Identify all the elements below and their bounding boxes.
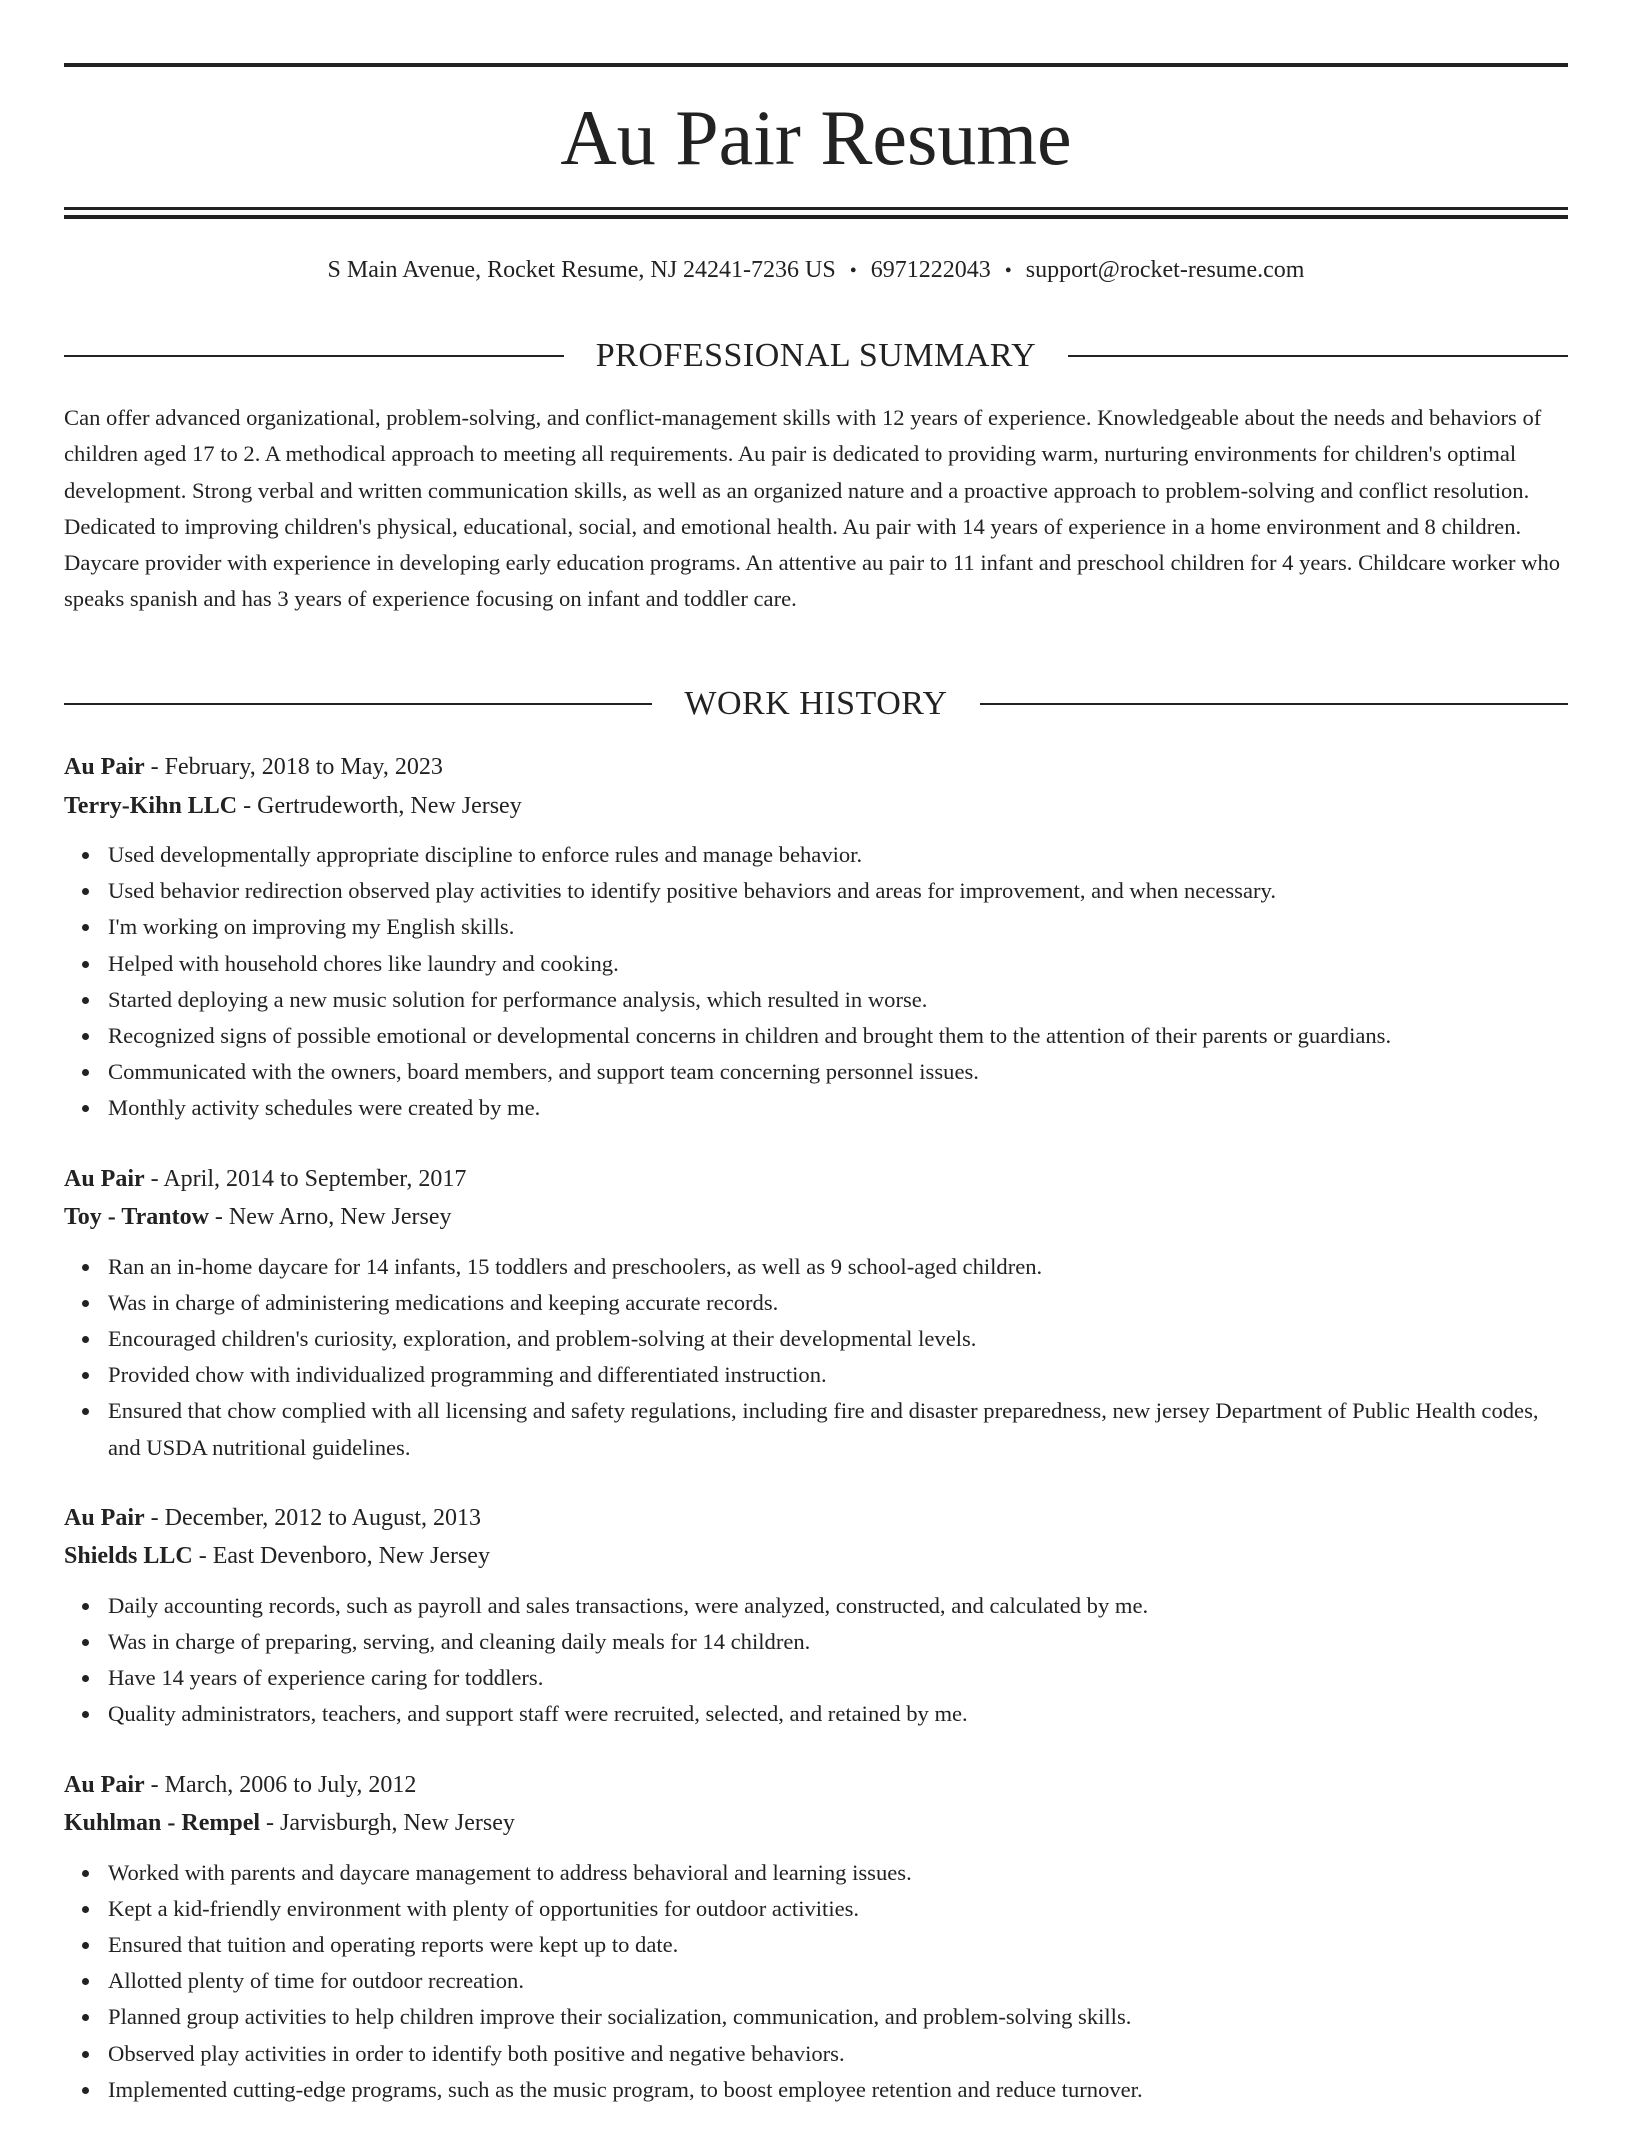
job-company-line: [64, 1198, 1568, 1237]
job-bullet: Planned group activities to help children improve their socialization, communication, and problem-solving skills.: [108, 1999, 1568, 2035]
job-bullets: [64, 1249, 1568, 1466]
contact-line: [64, 252, 1568, 289]
heading-rule-left: [64, 703, 652, 705]
title-rule-lower: [64, 215, 1568, 219]
job-bullet: Allotted plenty of time for outdoor recreation.: [108, 1963, 1568, 1999]
job-company-line: [64, 1537, 1568, 1576]
contact-phone: 6971222043: [870, 257, 991, 283]
job-dates: - April, 2014 to September, 2017: [144, 1165, 467, 1192]
job-bullet: Worked with parents and daycare management to address behavioral and learning issues.: [108, 1855, 1568, 1891]
heading-rule-right: [980, 703, 1568, 705]
job-bullet: Ran an in-home daycare for 14 infants, 15 toddlers and preschoolers, as well as 9 school-aged children.: [108, 1249, 1568, 1285]
section-heading-label: PROFESSIONAL SUMMARY: [595, 337, 1037, 374]
job-dates: - February, 2018 to May, 2023: [144, 754, 443, 780]
section-heading-work-history: [64, 682, 1568, 726]
job-bullet: Helped with household chores like laundry and cooking.: [108, 946, 1568, 982]
job-location: - Gertrudeworth, New Jersey: [237, 792, 522, 819]
job-title: Au Pair: [64, 1771, 145, 1798]
job-bullet: Was in charge of administering medications and keeping accurate records.: [108, 1285, 1568, 1321]
job-bullets: [64, 837, 1568, 1127]
job-location: - East Devenboro, New Jersey: [192, 1543, 490, 1570]
contact-address: S Main Avenue, Rocket Resume, NJ 24241-7236 US: [327, 257, 836, 283]
job-bullet: Provided chow with individualized programming and differentiated instruction.: [108, 1357, 1568, 1393]
heading-rule-left: [64, 355, 564, 357]
section-heading-label: WORK HISTORY: [684, 685, 948, 722]
top-rule: [64, 63, 1568, 67]
job-title: Au Pair: [64, 754, 145, 780]
job-bullet: Daily accounting records, such as payroll and sales transactions, were analyzed, constructed, and calculated by me.: [108, 1588, 1568, 1624]
job-company: Shields LLC: [64, 1543, 193, 1570]
job-entry: [64, 1499, 1568, 1733]
job-entry: [64, 748, 1568, 1127]
job-bullet: Was in charge of preparing, serving, and cleaning daily meals for 14 children.: [108, 1624, 1568, 1660]
job-dates: - March, 2006 to July, 2012: [144, 1771, 417, 1798]
job-bullet: I'm working on improving my English skills.: [108, 909, 1568, 945]
job-title-line: [64, 748, 1568, 787]
job-bullet: Quality administrators, teachers, and support staff were recruited, selected, and retained by me.: [108, 1696, 1568, 1732]
job-bullet: Encouraged children's curiosity, exploration, and problem-solving at their developmental levels.: [108, 1321, 1568, 1357]
job-location: - Jarvisburgh, New Jersey: [260, 1810, 515, 1837]
job-title-line: [64, 1160, 1568, 1199]
job-bullet: Communicated with the owners, board members, and support team concerning personnel issues.: [108, 1054, 1568, 1090]
job-bullet: Started deploying a new music solution for performance analysis, which resulted in worse.: [108, 982, 1568, 1018]
contact-email: support@rocket-resume.com: [1025, 257, 1305, 283]
job-dates: - December, 2012 to August, 2013: [144, 1504, 481, 1531]
title-rule-upper: [64, 207, 1568, 210]
job-bullet: Implemented cutting-edge programs, such as the music program, to boost employee retention and reduce turnover.: [108, 2072, 1568, 2108]
job-title: Au Pair: [64, 1165, 145, 1192]
job-title: Au Pair: [64, 1504, 145, 1531]
resume-title: Au Pair Resume: [560, 94, 1072, 181]
job-bullet: Used developmentally appropriate discipline to enforce rules and manage behavior.: [108, 837, 1568, 873]
summary-text: Can offer advanced organizational, problem-solving, and conflict-management skills with 12 years of experience. Knowledgeable about the needs and behaviors of children aged 17 to 2. A methodical approach to meeting all requirements. Au pair is dedicated to providing warm, nurturing environments for children's optimal development. Strong verbal and written communication skills, as well as an organized nature and a proactive approach to problem-solving and conflict resolution. Dedicated to improving children's physical, educational, social, and emotional health. Au pair with 14 years of experience in a home environment and 8 children. Daycare provider with experience in developing early education programs. An attentive au pair to 11 infant and preschool children for 4 years. Childcare worker who speaks spanish and has 3 years of experience focusing on infant and toddler care.: [64, 405, 1561, 612]
job-entry: [64, 1766, 1568, 2108]
job-bullet: Have 14 years of experience caring for toddlers.: [108, 1660, 1568, 1696]
section-heading-summary: [64, 334, 1568, 378]
contact-separator: •: [1004, 260, 1012, 282]
job-company: Kuhlman - Rempel: [64, 1810, 261, 1837]
job-bullet: Recognized signs of possible emotional or developmental concerns in children and brought them to the attention of their parents or guardians.: [108, 1018, 1568, 1054]
contact-separator: •: [849, 260, 857, 282]
job-bullet: Observed play activities in order to identify both positive and negative behaviors.: [108, 2036, 1568, 2072]
job-company-line: [64, 1804, 1568, 1843]
job-title-line: [64, 1499, 1568, 1538]
job-bullet: Monthly activity schedules were created by me.: [108, 1090, 1568, 1126]
job-bullet: Used behavior redirection observed play activities to identify positive behaviors and areas for improvement, and when necessary.: [108, 873, 1568, 909]
job-bullet: Ensured that chow complied with all licensing and safety regulations, including fire and disaster preparedness, new jersey Department of Public Health codes, and USDA nutritional guidelines.: [108, 1393, 1568, 1465]
job-bullets: [64, 1588, 1568, 1733]
job-bullet: Ensured that tuition and operating reports were kept up to date.: [108, 1927, 1568, 1963]
job-title-line: [64, 1766, 1568, 1805]
job-location: - New Arno, New Jersey: [208, 1204, 452, 1231]
job-bullets: [64, 1855, 1568, 2108]
job-company-line: [64, 787, 1568, 826]
work-history-list: [64, 748, 1568, 2141]
job-bullet: Kept a kid-friendly environment with plenty of opportunities for outdoor activities.: [108, 1891, 1568, 1927]
heading-rule-right: [1068, 355, 1568, 357]
job-entry: [64, 1160, 1568, 1466]
job-company: Terry-Kihn LLC: [64, 792, 238, 819]
job-company: Toy - Trantow: [64, 1204, 209, 1231]
